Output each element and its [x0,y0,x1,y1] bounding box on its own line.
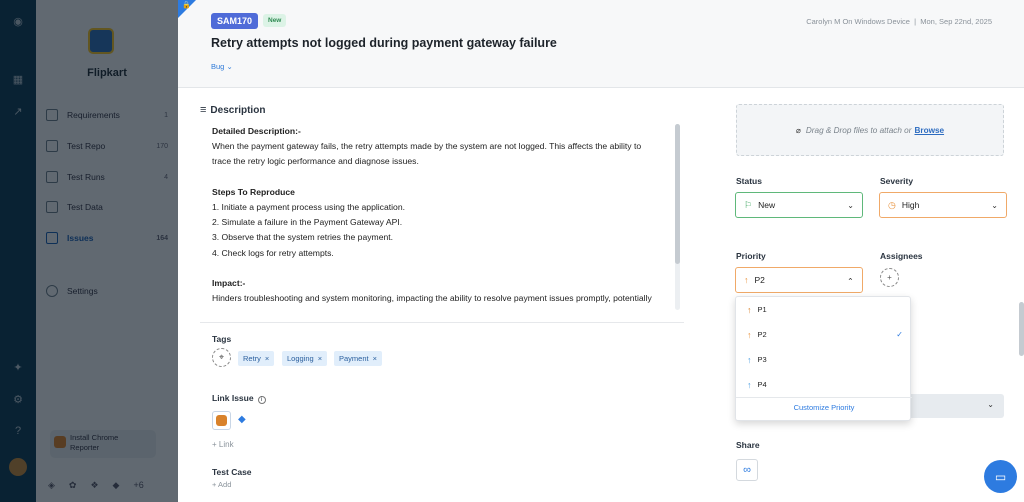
severity-clock-icon: ◷ [888,199,896,210]
priority-dropdown-menu [735,296,911,421]
description-editor[interactable] [212,124,682,310]
status-label: Status [736,176,762,186]
priority-option-p4[interactable] [736,372,912,397]
description-line: 2. Simulate a failure in the Payment Gateway API. [212,217,403,228]
link-issue-label: Link Issue [212,393,254,403]
status-select[interactable] [735,192,863,218]
paperclip-icon: ⌀ [795,126,801,135]
link-icon: ∞ [743,464,751,476]
page-scrollbar-thumb[interactable] [1019,302,1024,356]
add-assignee-icon[interactable]: + [880,268,899,287]
status-value: New [758,200,776,210]
description-heading [200,104,265,116]
description-line: Detailed Description:- [212,126,301,136]
description-line: When the payment gateway fails, the retry attempts made by the system are not logged. This affects the ability to [212,141,642,152]
priority-value: P2 [754,275,765,285]
dropzone-text: Drag & Drop files to attach or [805,125,912,135]
severity-value: High [901,200,920,210]
divider [200,322,684,323]
tag-chip [282,351,327,366]
tag-chip [334,351,382,366]
arrow-up-icon: ↑ [747,379,752,390]
modal-backdrop[interactable] [0,0,178,502]
tag-chip [238,351,274,366]
app-glyph [216,415,227,426]
share-label: Share [736,440,760,450]
issue-type-select[interactable] [211,62,233,71]
chat-icon: ▭ [994,469,1007,484]
description-line: Impact:- [212,277,246,288]
description-heading-label: Description [210,104,266,116]
flag-icon: ⚐ [744,199,753,210]
assignees-label: Assignees [880,251,923,261]
attachment-dropzone[interactable] [736,104,1004,156]
add-test-case-button[interactable]: + Add [212,480,232,489]
scrollbar-thumb[interactable] [675,124,680,264]
arrow-up-icon: ↑ [747,304,752,315]
priority-option-p2[interactable] [736,322,912,347]
description-line [212,170,682,185]
add-link-button[interactable]: + Link [212,440,234,449]
menu-lines-icon: ≡ [200,104,207,116]
chevron-up-icon: ⌄ [847,275,854,285]
chevron-down-icon: ⌄ [991,200,998,210]
chevron-down-icon: ⌄ [847,200,854,210]
description-scrollbar[interactable] [675,124,680,310]
remove-tag-icon[interactable]: × [317,354,323,363]
issue-type-label: Bug [211,62,225,71]
remove-tag-icon[interactable]: × [264,354,270,363]
option-label: P1 [757,305,767,314]
chat-support-button[interactable] [984,460,1017,493]
menu-divider [736,397,912,398]
tag-label: Logging [287,354,314,363]
description-line: 3. Observe that the system retries the payment. [212,232,394,243]
status-badge: New [263,14,286,27]
description-line: 4. Check logs for retry attempts. [212,247,334,258]
issue-meta [806,17,992,26]
check-icon: ✓ [896,330,903,339]
reporter-text: Carolyn M On Windows Device [806,17,910,26]
description-line: Hinders troubleshooting and system monitoring, impacting the ability to resolve payment issues promptly, potentially [212,293,652,304]
jira-icon[interactable]: ◆ [238,414,246,425]
link-source-app-icon[interactable] [212,411,231,430]
tag-label: Retry [243,354,261,363]
priority-option-p3[interactable] [736,347,912,372]
obscured-select[interactable] [908,394,1004,418]
tag-label: Payment [339,354,369,363]
issue-header [178,0,1024,88]
issue-id-badge: SAM170 [211,13,258,29]
tags-label: Tags [212,334,232,344]
description-line: 1. Initiate a payment process using the application. [212,201,405,212]
priority-option-p1[interactable] [736,297,912,322]
issue-detail-panel [178,0,1024,502]
info-icon[interactable]: i [258,396,266,404]
link-issue-heading [212,393,266,404]
priority-select[interactable] [735,267,863,293]
share-link-button[interactable] [736,459,758,481]
lock-icon: 🔒 [182,2,191,9]
remove-tag-icon[interactable]: × [372,354,377,363]
issue-date: Mon, Sep 22nd, 2025 [920,17,992,26]
description-line: trace the retry logic performance and diagnose issues. [212,156,419,167]
option-label: P3 [757,355,767,364]
arrow-up-icon: ↑ [747,354,752,365]
customize-priority-link[interactable]: Customize Priority [793,403,855,412]
arrow-up-icon: ↑ [747,329,752,340]
option-label: P4 [757,380,767,389]
severity-label: Severity [880,176,914,186]
priority-label: Priority [736,251,766,261]
chevron-down-icon: ⌄ [987,400,994,409]
test-case-label: Test Case [212,467,252,477]
description-line [212,261,682,276]
description-line: Steps To Reproduce [212,186,295,197]
add-tag-icon[interactable]: ⌖ [212,348,231,367]
severity-select[interactable] [879,192,1007,218]
meta-separator: | [914,17,917,26]
arrow-up-icon: ↑ [744,275,749,285]
issue-title[interactable]: Retry attempts not logged during payment gateway failure [211,36,557,50]
option-label: P2 [757,330,767,339]
chevron-down-icon: ⌄ [226,62,233,71]
browse-link[interactable]: Browse [914,125,945,135]
